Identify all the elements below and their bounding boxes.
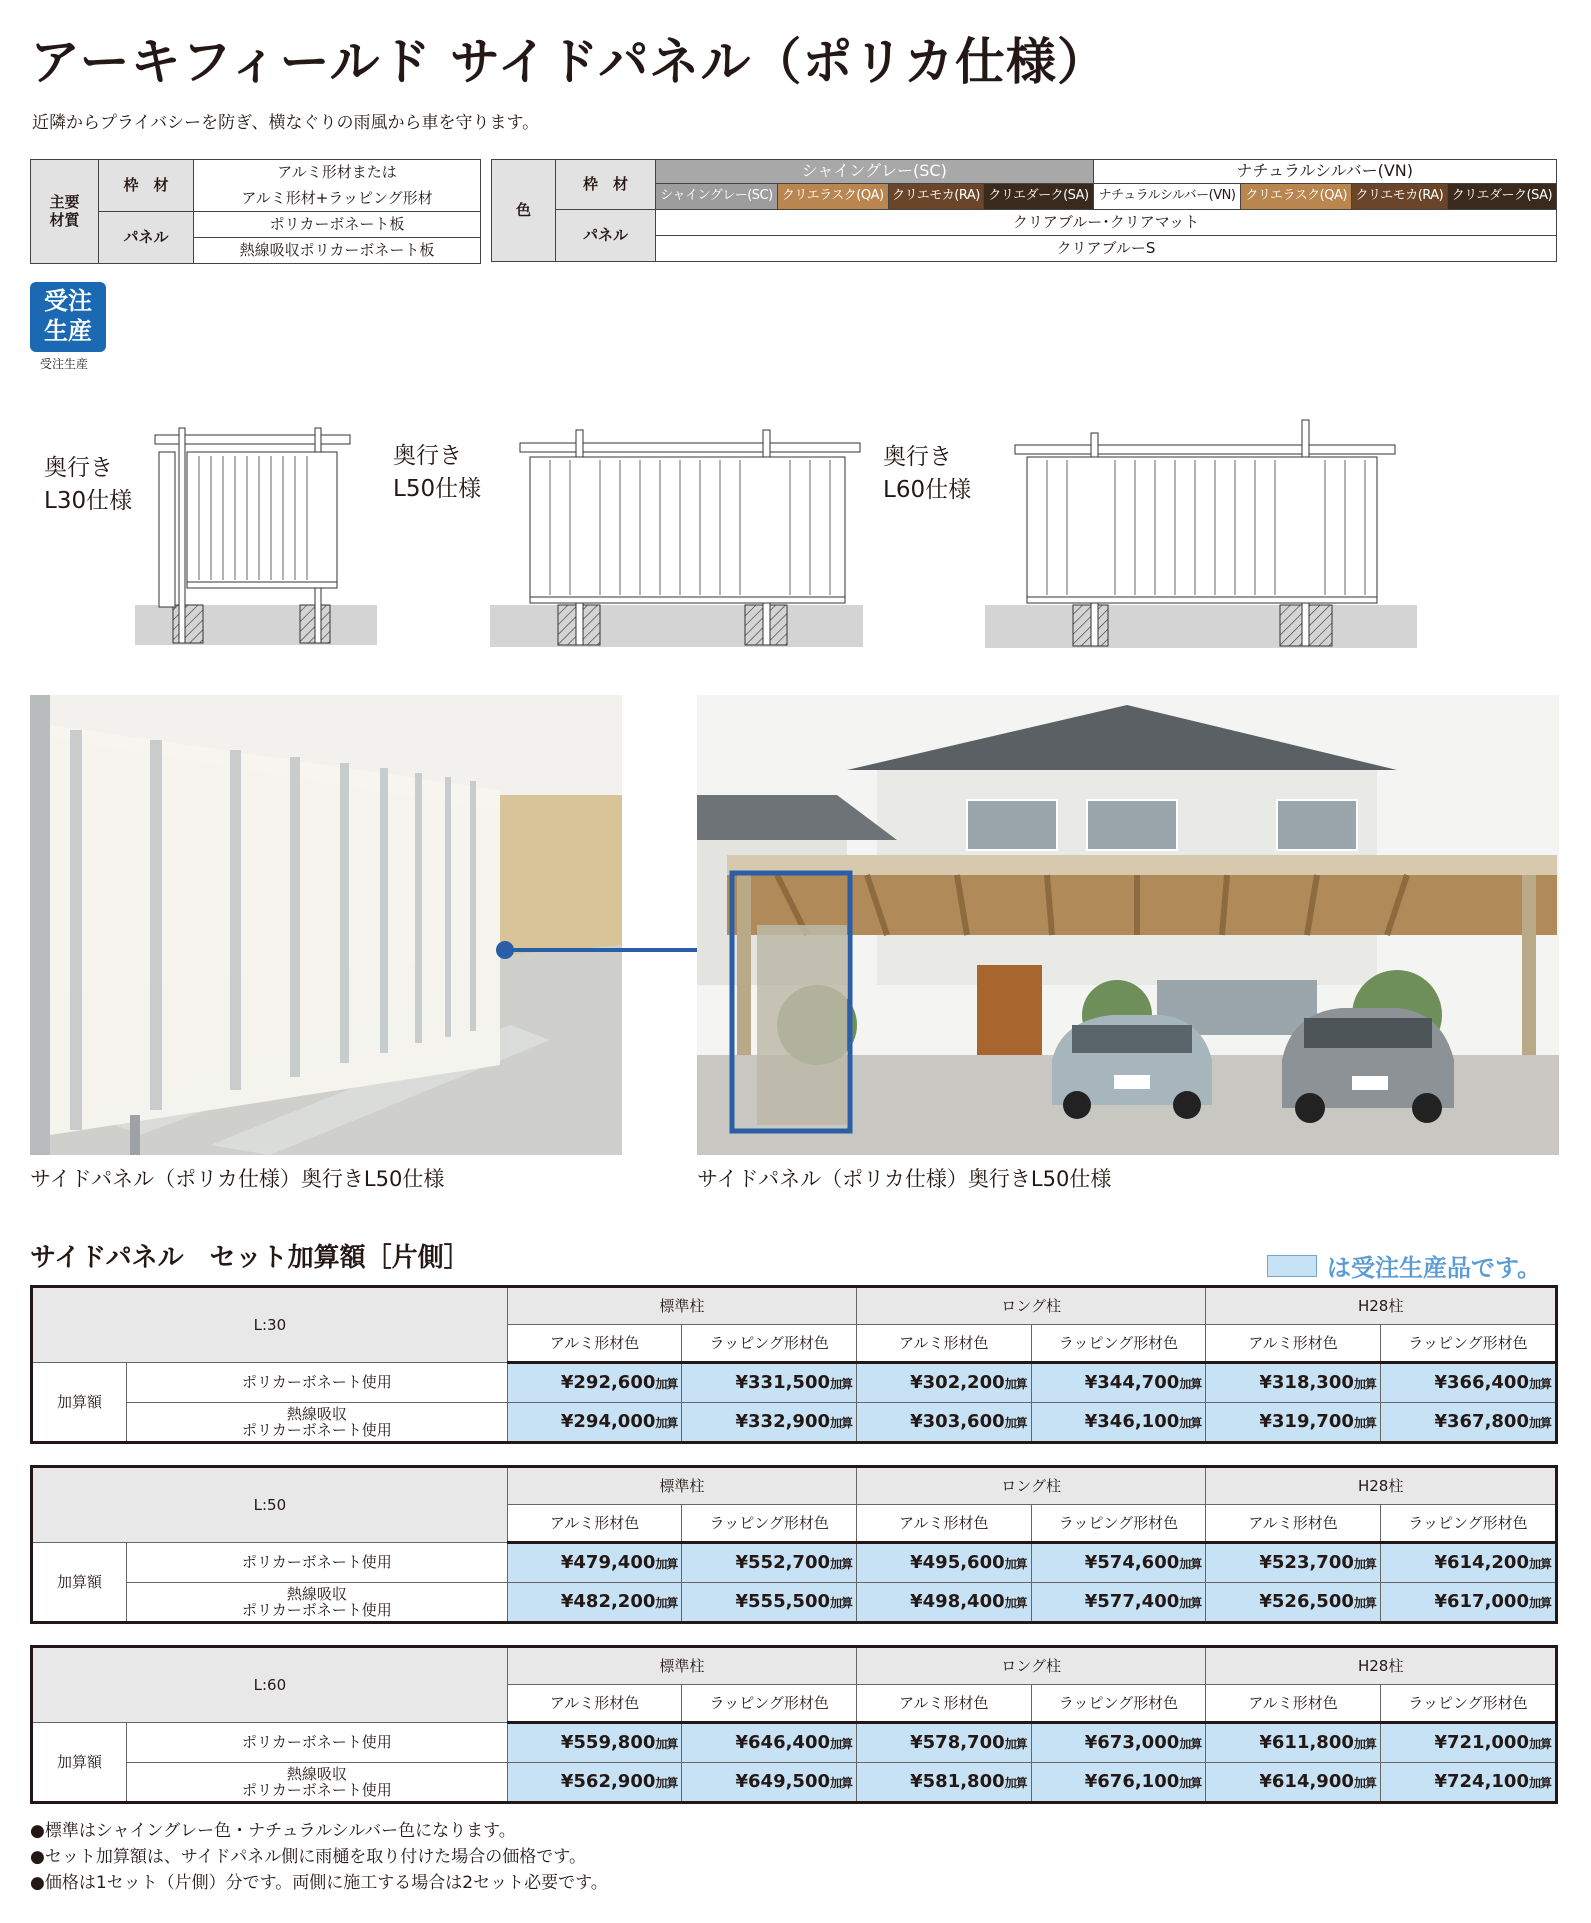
- price-cell: [857, 1763, 1032, 1803]
- price-suffix: 加算: [1179, 1557, 1202, 1572]
- price-value: ¥724,100: [1434, 1771, 1529, 1793]
- price-suffix: 加算: [655, 1416, 678, 1431]
- price-table-l60: [30, 1645, 1558, 1804]
- panel-value: ポリカーボネート板: [194, 212, 481, 238]
- price-cell: [857, 1543, 1032, 1583]
- price-cell: [857, 1583, 1032, 1623]
- diagram-label-line: 奥行き: [883, 444, 952, 470]
- price-value: ¥614,200: [1434, 1552, 1529, 1574]
- table-length-label: L:50: [32, 1467, 508, 1543]
- swatch-sa: クリエダーク(SA): [984, 184, 1093, 210]
- price-cell: [1380, 1723, 1556, 1763]
- column-group-header: 標準柱: [507, 1647, 856, 1685]
- column-sub-header: ラッピング形材色: [1380, 1505, 1556, 1543]
- price-cell: [1206, 1403, 1381, 1443]
- price-cell: [1380, 1403, 1556, 1443]
- price-value: ¥318,300: [1259, 1372, 1354, 1394]
- price-value: ¥581,800: [910, 1771, 1005, 1793]
- price-cell: [507, 1403, 682, 1443]
- swatch-sc: シャイングレー(SC): [656, 184, 778, 210]
- column-group-header: 標準柱: [507, 1467, 856, 1505]
- price-suffix: 加算: [1528, 1377, 1551, 1392]
- diagram-label-line: 奥行き: [393, 443, 462, 469]
- price-cell: [682, 1543, 857, 1583]
- price-cell: [1380, 1543, 1556, 1583]
- price-suffix: 加算: [830, 1776, 853, 1791]
- price-cell: [1031, 1363, 1206, 1403]
- row-group-label: 加算額: [32, 1543, 127, 1623]
- carport-house-photo: [697, 695, 1559, 1155]
- vn-header: ナチュラルシルバー(VN): [1093, 160, 1556, 184]
- row-group-label: 加算額: [32, 1723, 127, 1803]
- price-suffix: 加算: [1353, 1377, 1376, 1392]
- price-value: ¥555,500: [735, 1591, 831, 1613]
- column-sub-header: アルミ形材色: [1206, 1325, 1381, 1363]
- price-cell: [507, 1543, 682, 1583]
- price-suffix: 加算: [1179, 1776, 1202, 1791]
- price-value: ¥367,800: [1434, 1411, 1529, 1433]
- price-value: ¥617,000: [1434, 1591, 1529, 1613]
- price-suffix: 加算: [830, 1416, 853, 1431]
- diagram-label-line: L50仕様: [393, 476, 482, 502]
- price-suffix: 加算: [655, 1596, 678, 1611]
- photo-caption-right: サイドパネル（ポリカ仕様）奥行きL50仕様: [697, 1167, 1112, 1191]
- price-cell: [1206, 1763, 1381, 1803]
- price-value: ¥346,100: [1084, 1411, 1180, 1433]
- row-label: ポリカーボネート使用: [127, 1723, 508, 1763]
- price-cell: [507, 1583, 682, 1623]
- notes: [30, 1818, 608, 1896]
- badge-caption: 受注生産: [40, 357, 89, 371]
- price-value: ¥331,500: [735, 1372, 831, 1394]
- price-suffix: 加算: [1004, 1377, 1027, 1392]
- color-panel-value: クリアブルーS: [656, 236, 1557, 262]
- price-suffix: 加算: [655, 1557, 678, 1572]
- price-suffix: 加算: [1179, 1377, 1202, 1392]
- diagram-label-line: L60仕様: [883, 477, 972, 503]
- column-group-header: H28柱: [1206, 1467, 1557, 1505]
- price-value: ¥577,400: [1084, 1591, 1180, 1613]
- price-cell: [682, 1763, 857, 1803]
- price-suffix: 加算: [1528, 1596, 1551, 1611]
- price-suffix: 加算: [1353, 1776, 1376, 1791]
- price-value: ¥344,700: [1084, 1372, 1180, 1394]
- diagram-label-line: 奥行き: [44, 455, 113, 481]
- price-suffix: 加算: [1528, 1737, 1551, 1752]
- price-cell: [1380, 1583, 1556, 1623]
- price-value: ¥498,400: [910, 1591, 1005, 1613]
- price-value: ¥646,400: [735, 1732, 831, 1754]
- made-to-order-badge: [30, 282, 106, 352]
- price-cell: [857, 1363, 1032, 1403]
- panel-value: 熱線吸収ポリカーボネート板: [194, 238, 481, 264]
- price-value: ¥294,000: [560, 1411, 656, 1433]
- price-value: ¥574,600: [1084, 1552, 1180, 1574]
- price-value: ¥673,000: [1084, 1732, 1180, 1754]
- column-sub-header: ラッピング形材色: [682, 1505, 857, 1543]
- price-cell: [1206, 1583, 1381, 1623]
- column-sub-header: ラッピング形材色: [1031, 1505, 1206, 1543]
- price-cell: [1206, 1723, 1381, 1763]
- row-label: 熱線吸収 ポリカーボネート使用: [127, 1403, 508, 1443]
- badge-line: 受注: [44, 287, 92, 315]
- column-group-header: ロング柱: [857, 1647, 1206, 1685]
- price-cell: [1031, 1543, 1206, 1583]
- row-group-label: 加算額: [32, 1363, 127, 1443]
- price-value: ¥319,700: [1259, 1411, 1354, 1433]
- price-cell: [682, 1723, 857, 1763]
- price-suffix: 加算: [1004, 1416, 1027, 1431]
- price-value: ¥552,700: [735, 1552, 831, 1574]
- frame-value: アルミ形材+ラッピング形材: [194, 186, 481, 212]
- materials-table: [30, 159, 481, 264]
- column-group-header: H28柱: [1206, 1287, 1557, 1325]
- price-cell: [1206, 1543, 1381, 1583]
- price-suffix: 加算: [1353, 1557, 1376, 1572]
- panel-label: パネル: [99, 212, 194, 264]
- price-cell: [1031, 1583, 1206, 1623]
- price-suffix: 加算: [830, 1377, 853, 1392]
- price-cell: [507, 1363, 682, 1403]
- diagram-label-l30: [44, 452, 132, 518]
- price-suffix: 加算: [1004, 1596, 1027, 1611]
- price-suffix: 加算: [1004, 1776, 1027, 1791]
- column-sub-header: ラッピング形材色: [1031, 1325, 1206, 1363]
- price-value: ¥482,200: [560, 1591, 656, 1613]
- price-section-title: サイドパネル セット加算額［片側］: [30, 1243, 470, 1273]
- price-suffix: 加算: [1179, 1596, 1202, 1611]
- price-value: ¥614,900: [1259, 1771, 1354, 1793]
- price-suffix: 加算: [830, 1596, 853, 1611]
- price-cell: [507, 1763, 682, 1803]
- price-table-l50: [30, 1465, 1558, 1624]
- column-group-header: 標準柱: [507, 1287, 856, 1325]
- price-suffix: 加算: [1179, 1737, 1202, 1752]
- column-group-header: ロング柱: [857, 1287, 1206, 1325]
- price-cell: [857, 1403, 1032, 1443]
- swatch-ra: クリエモカ(RA): [888, 184, 984, 210]
- column-sub-header: ラッピング形材色: [1380, 1325, 1556, 1363]
- price-cell: [1031, 1723, 1206, 1763]
- price-value: ¥559,800: [560, 1732, 656, 1754]
- diagram-label-l50: [393, 440, 481, 506]
- price-suffix: 加算: [1004, 1737, 1027, 1752]
- price-value: ¥495,600: [910, 1552, 1005, 1574]
- frame-label: 枠 材: [99, 160, 194, 212]
- note-item: ●セット加算額は、サイドパネル側に雨樋を取り付けた場合の価格です。: [30, 1847, 586, 1867]
- price-cell: [682, 1583, 857, 1623]
- table-length-label: L:30: [32, 1287, 508, 1363]
- legend-swatch: [1267, 1255, 1317, 1277]
- badge-line: 生産: [44, 317, 92, 345]
- price-cell: [1380, 1363, 1556, 1403]
- price-suffix: 加算: [655, 1377, 678, 1392]
- price-value: ¥526,500: [1259, 1591, 1354, 1613]
- price-value: ¥611,800: [1259, 1732, 1354, 1754]
- swatch-qa: クリエラスク(QA): [1241, 184, 1352, 210]
- price-value: ¥332,900: [735, 1411, 831, 1433]
- price-cell: [1031, 1763, 1206, 1803]
- column-sub-header: アルミ形材色: [857, 1505, 1032, 1543]
- price-cell: [1206, 1363, 1381, 1403]
- swatch-ra: クリエモカ(RA): [1351, 184, 1447, 210]
- price-value: ¥721,000: [1434, 1732, 1529, 1754]
- price-suffix: 加算: [1353, 1416, 1376, 1431]
- price-suffix: 加算: [1353, 1596, 1376, 1611]
- note-item: ●標準はシャイングレー色・ナチュラルシルバー色になります。: [30, 1821, 516, 1841]
- price-suffix: 加算: [1528, 1776, 1551, 1791]
- price-cell: [682, 1363, 857, 1403]
- photo-caption-left: サイドパネル（ポリカ仕様）奥行きL50仕様: [30, 1167, 445, 1191]
- price-value: ¥292,600: [560, 1372, 656, 1394]
- page-title: アーキフィールド サイドパネル（ポリカ仕様）: [30, 33, 1108, 91]
- price-suffix: 加算: [655, 1776, 678, 1791]
- sc-header: シャイングレー(SC): [656, 160, 1094, 184]
- diagram-label-line: L30仕様: [44, 488, 133, 514]
- swatch-qa: クリエラスク(QA): [777, 184, 888, 210]
- price-cell: [1031, 1403, 1206, 1443]
- price-value: ¥649,500: [735, 1771, 831, 1793]
- color-group-label: 色: [492, 160, 556, 262]
- price-cell: [857, 1723, 1032, 1763]
- row-label: ポリカーボネート使用: [127, 1363, 508, 1403]
- price-cell: [682, 1403, 857, 1443]
- carport-diagram-l30: [135, 420, 380, 645]
- price-suffix: 加算: [1528, 1416, 1551, 1431]
- color-panel-label: パネル: [556, 210, 656, 262]
- swatch-vn: ナチュラルシルバー(VN): [1093, 184, 1241, 210]
- carport-diagram-l50: [490, 425, 865, 650]
- materials-group-label: 主要 材質: [31, 160, 99, 264]
- legend-text: は受注生産品です。: [1327, 1254, 1542, 1282]
- column-sub-header: アルミ形材色: [507, 1325, 682, 1363]
- diagram-label-l60: [883, 441, 971, 507]
- column-group-header: H28柱: [1206, 1647, 1557, 1685]
- price-suffix: 加算: [1353, 1737, 1376, 1752]
- price-suffix: 加算: [830, 1737, 853, 1752]
- price-cell: [1380, 1763, 1556, 1803]
- column-sub-header: ラッピング形材色: [682, 1685, 857, 1723]
- column-sub-header: アルミ形材色: [507, 1505, 682, 1543]
- price-value: ¥302,200: [910, 1372, 1005, 1394]
- row-label: 熱線吸収 ポリカーボネート使用: [127, 1763, 508, 1803]
- price-suffix: 加算: [1528, 1557, 1551, 1572]
- carport-diagram-l60: [985, 415, 1420, 650]
- swatch-sa: クリエダーク(SA): [1447, 184, 1556, 210]
- price-value: ¥303,600: [910, 1411, 1005, 1433]
- price-value: ¥562,900: [560, 1771, 656, 1793]
- price-suffix: 加算: [1004, 1557, 1027, 1572]
- price-value: ¥676,100: [1084, 1771, 1180, 1793]
- price-value: ¥578,700: [910, 1732, 1005, 1754]
- column-sub-header: アルミ形材色: [857, 1685, 1032, 1723]
- price-value: ¥366,400: [1434, 1372, 1529, 1394]
- colors-table: [491, 159, 1557, 262]
- column-sub-header: ラッピング形材色: [1380, 1685, 1556, 1723]
- column-sub-header: アルミ形材色: [857, 1325, 1032, 1363]
- page-subtitle: 近隣からプライバシーを防ぎ、横なぐりの雨風から車を守ります。: [32, 113, 540, 133]
- table-length-label: L:60: [32, 1647, 508, 1723]
- column-sub-header: アルミ形材色: [507, 1685, 682, 1723]
- price-table-l30: [30, 1285, 1558, 1444]
- price-cell: [507, 1723, 682, 1763]
- price-suffix: 加算: [655, 1737, 678, 1752]
- price-suffix: 加算: [830, 1557, 853, 1572]
- column-sub-header: ラッピング形材色: [682, 1325, 857, 1363]
- color-panel-value: クリアブルー･クリアマット: [656, 210, 1557, 236]
- price-value: ¥479,400: [560, 1552, 656, 1574]
- note-item: ●価格は1セット（片側）分です。両側に施工する場合は2セット必要です。: [30, 1873, 608, 1893]
- row-label: 熱線吸収 ポリカーボネート使用: [127, 1583, 508, 1623]
- legend: [1267, 1248, 1541, 1283]
- row-label: ポリカーボネート使用: [127, 1543, 508, 1583]
- color-frame-label: 枠 材: [556, 160, 656, 210]
- price-value: ¥523,700: [1259, 1552, 1354, 1574]
- column-sub-header: ラッピング形材色: [1031, 1685, 1206, 1723]
- side-panel-interior-photo: [30, 695, 622, 1155]
- frame-value: アルミ形材または: [194, 160, 481, 186]
- column-sub-header: アルミ形材色: [1206, 1505, 1381, 1543]
- price-suffix: 加算: [1179, 1416, 1202, 1431]
- column-group-header: ロング柱: [857, 1467, 1206, 1505]
- column-sub-header: アルミ形材色: [1206, 1685, 1381, 1723]
